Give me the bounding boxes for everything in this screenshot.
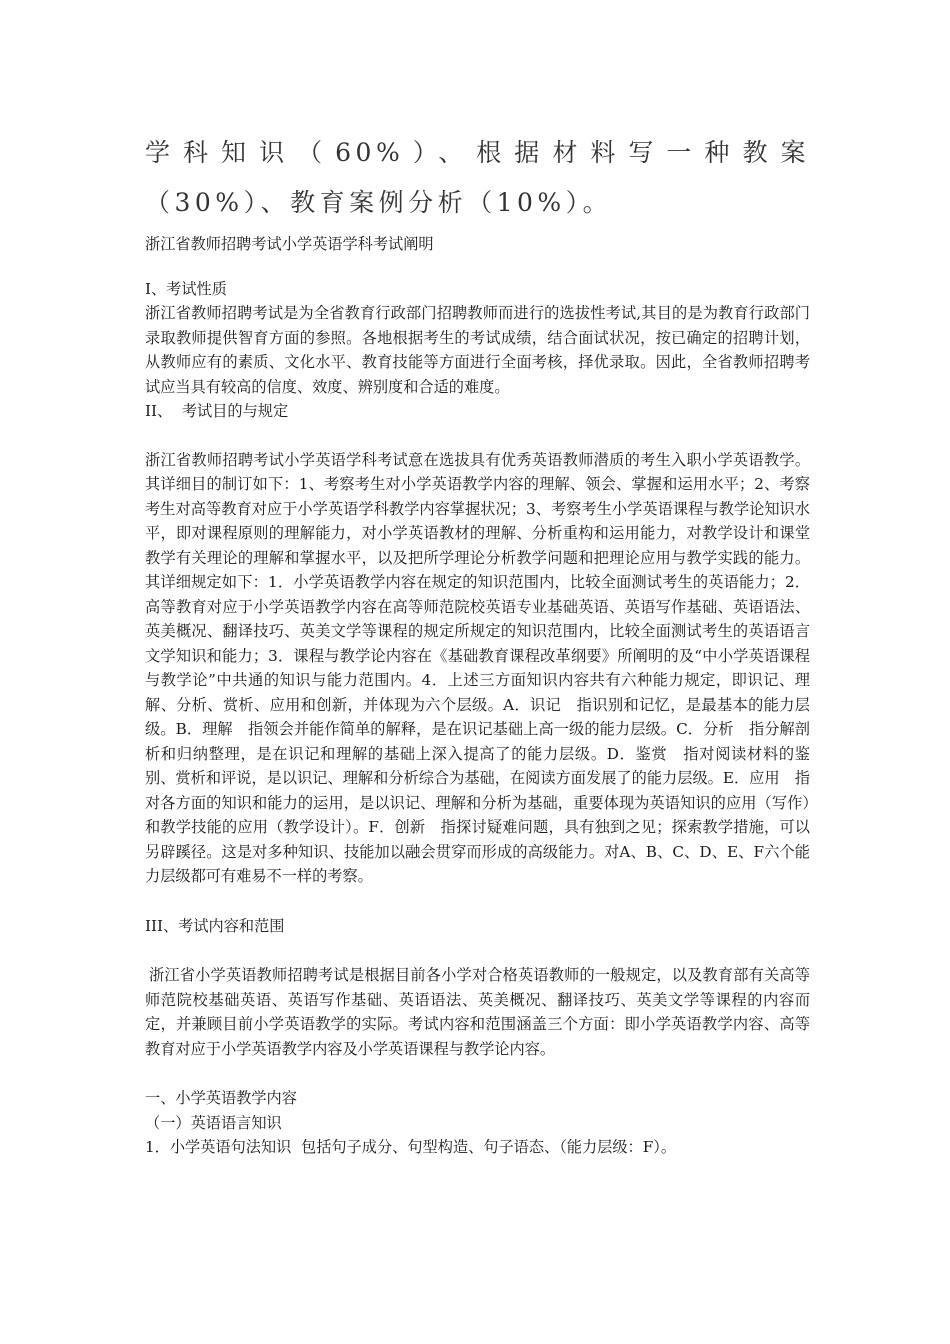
section1-body: 浙江省教师招聘考试是为全省教育行政部门招聘教师而进行的选拔性考试,其目的是为教育行政部门录取教师提供智育方面的参照。各地根据考生的考试成绩，结合面试状况，按已确定的招聘计划，从教师应有的素质、文化水平、教育技能等方面进行全面考核，择优录取。因此，全省教师招聘考试应当具有较高的信度、效度、辨别度和合适的难度。 (145, 304, 810, 396)
section2-heading: II、 考试目的与规定 (145, 402, 289, 420)
section2-body: 浙江省教师招聘考试小学英语学科考试意在选拔具有优秀英语教师潜质的考生入职小学英语教学。其详细目的制订如下：1、考察考生对小学英语教学内容的理解、领会、掌握和运用水平；2、考察考生对高等教育对应于小学英语学科教学内容掌握状况；3、考察考生小学英语课程与教学论知识水平，即对课程原则的理解能力，对小学英语教材的理解、分析重构和运用能力，对教学设计和课堂教学有关理论的理解和掌握水平，以及把所学理论分析教学问题和把理论应用与教学实践的能力。其详细规定如下：1．小学英语教学内容在规定的知识范围内，比较全面测试考生的英语能力；2．高等教育对应于小学英语教学内容在高等师范院校英语专业基础英语、英语写作基础、英语语法、英美概况、翻译技巧、英美文学等课程的规定所规定的知识范围内，比较全面测试考生的英语语言文学知识和能力；3．课程与教学论内容在《基础教育课程改革纲要》所阐明的及“中小学英语课程与教学论”中共通的知识与能力范围内。4．上述三方面知识内容共有六种能力规定，即识记、理解、分析、赏析、应用和创新，并体现为六个层级。A．识记 指识别和记忆，是最基本的能力层级。B．理解 指领会并能作简单的解释，是在识记基础上高一级的能力层级。C．分析 指分解剖析和归纳整理，是在识记和理解的基础上深入提高了的能力层级。D．鉴赏 指对阅读材料的鉴别、赏析和评说，是以识记、理解和分析综合为基础，在阅读方面发展了的能力层级。E．应用 指对各方面的知识和能力的运用，是以识记、理解和分析为基础，重要体现为英语知识的应用（写作）和教学技能的应用（教学设计）。F．创新 指探讨疑难问题，具有独到之见；探索教学措施，可以另辟蹊径。这是对多种知识、技能加以融会贯穿而形成的高级能力。对A、B、C、D、E、F六个能力层级都可有难易不一样的考察。 (145, 450, 810, 885)
part1-subheading: （一）英语语言知识 (145, 1113, 282, 1132)
document-page (145, 128, 810, 1160)
section1-heading: I、考试性质 (145, 279, 227, 298)
part1-item: 1．小学英语句法知识 包括句子成分、句型构造、句子语态、（能力层级：F）。 (145, 1138, 677, 1156)
section3-body: 浙江省小学英语教师招聘考试是根据目前各小学对合格英语教师的一般规定，以及教育部有关高等师范院校基础英语、英语写作基础、英语语法、英美概况、翻译技巧、英美文学等课程的内容而定，并兼顾目前小学英语教学的实际。考试内容和范围涵盖三个方面：即小学英语教学内容、高等教育对应于小学英语教学内容及小学英语课程与教学论内容。 (145, 966, 810, 1058)
section3-heading: III、考试内容和范围 (145, 916, 285, 935)
part1-heading: 一、小学英语教学内容 (145, 1089, 297, 1107)
doc-title: 浙江省教师招聘考试小学英语学科考试阐明 (145, 235, 434, 253)
header-text: 学科知识（60%）、根据材料写一种教案（30%）、教育案例分析（10%）。 (145, 138, 810, 217)
